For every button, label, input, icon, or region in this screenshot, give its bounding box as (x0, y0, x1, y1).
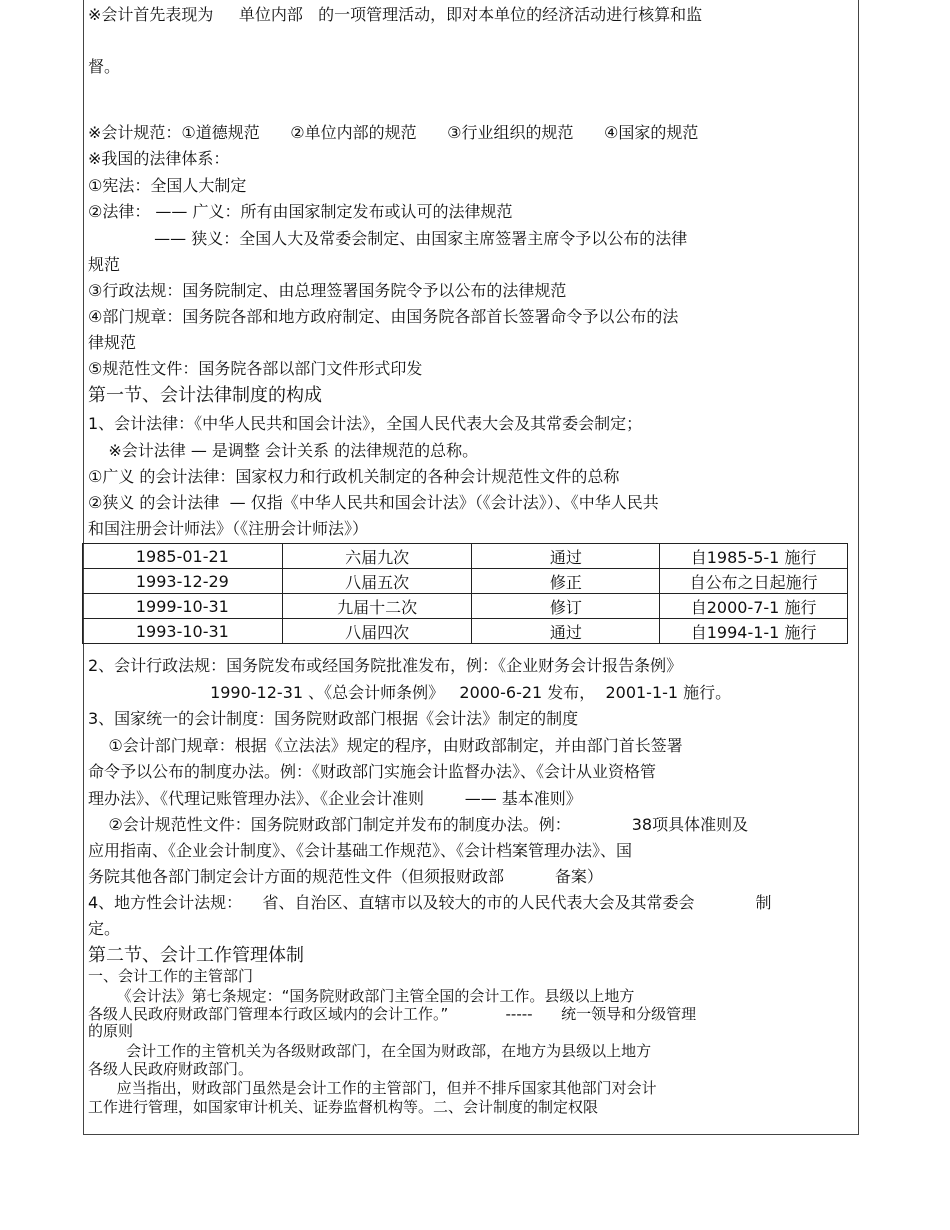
text-line: 律规范 (88, 333, 137, 352)
section-heading: 第二节、会计工作管理体制 (88, 945, 304, 966)
table-cell: 修正 (472, 569, 660, 594)
text-line: 和国注册会计师法》（《注册会计师法》） (88, 519, 369, 538)
text-line: 务院其他各部门制定会计方面的规范性文件（但须报财政部 备案） (88, 867, 603, 886)
text-line: ①广义 的会计法律：国家权力和行政机关制定的各种会计规范性文件的总称 (88, 467, 620, 486)
text-line: ※会计首先表现为 单位内部 的一项管理活动，即对本单位的经济活动进行核算和监 (88, 5, 703, 24)
text-line: ③行政法规：国务院制定、由总理签署国务院令予以公布的法律规范 (88, 281, 567, 300)
text-line: 会计工作的主管机关为各级财政部门，在全国为财政部，在地方为县级以上地方 (88, 1042, 652, 1060)
text-line: ①会计部门规章：根据《立法法》规定的程序，由财政部制定，并由部门首长签署 (88, 736, 683, 755)
text-line: 2、会计行政法规：国务院发布或经国务院批准发布，例：《企业财务会计报告条例》 (88, 656, 683, 675)
text-line: ②狭义 的会计法律 — 仅指《中华人民共和国会计法》（《会计法》）、《中华人民共 (88, 493, 659, 512)
text-line: ②法律： —— 广义：所有由国家制定发布或认可的法律规范 (88, 202, 513, 221)
table-cell: 八届五次 (282, 569, 472, 594)
table-row (83, 619, 848, 644)
table-cell: 1993-10-31 (83, 619, 283, 644)
table-cell: 自公布之日起施行 (660, 569, 848, 594)
text-line: 1990-12-31 、《总会计师条例》 2000-6-21 发布， 2001-1-1 施行。 (88, 683, 732, 702)
text-line: 工作进行管理，如国家审计机关、证券监督机构等。二、会计制度的制定权限 (88, 1098, 599, 1116)
text-line: 命令予以公布的制度办法。例：《财政部门实施会计监督办法》、《会计从业资格管 (88, 762, 657, 781)
text-line: ※会计法律 — 是调整 会计关系 的法律规范的总称。 (88, 441, 479, 460)
table-cell: 九届十二次 (282, 594, 472, 619)
table-cell: 1999-10-31 (83, 594, 283, 619)
text-line: 应当指出，财政部门虽然是会计工作的主管部门，但并不排斥国家其他部门对会计 (88, 1079, 657, 1097)
text-line: ②会计规范性文件：国务院财政部门制定并发布的制度办法。例： 38项具体准则及 (88, 815, 749, 834)
text-line: 一、会计工作的主管部门 (88, 967, 254, 985)
text-line: 各级人民政府财政部门管理本行政区域内的会计工作。” ----- 统一领导和分级管理 (88, 1005, 697, 1023)
table-cell: 自1994-1-1 施行 (660, 619, 848, 644)
table-cell: 六届九次 (282, 544, 472, 569)
text-line: 各级人民政府财政部门。 (88, 1060, 254, 1078)
table-cell: 八届四次 (282, 619, 472, 644)
text-line: ④部门规章：国务院各部和地方政府制定、由国务院各部首长签署命令予以公布的法 (88, 307, 679, 326)
text-line: 《会计法》第七条规定：“国务院财政部门主管全国的会计工作。县级以上地方 (88, 987, 635, 1005)
text-line: 4、地方性会计法规： 省、自治区、直辖市以及较大的市的人民代表大会及其常委会 制 (88, 893, 772, 912)
table-cell: 1985-01-21 (83, 544, 283, 569)
table-cell: 自2000-7-1 施行 (660, 594, 848, 619)
table-row (83, 544, 848, 569)
text-line: 3、国家统一的会计制度：国务院财政部门根据《会计法》制定的制度 (88, 709, 579, 728)
table-cell: 修订 (472, 594, 660, 619)
text-line: 理办法》、《代理记账管理办法》、《企业会计准则 —— 基本准则》 (88, 789, 582, 808)
text-line: 规范 (88, 255, 121, 274)
text-line: 1、会计法律：《中华人民共和国会计法》，全国人民代表大会及其常委会制定； (88, 414, 643, 433)
table-cell: 1993-12-29 (83, 569, 283, 594)
table-row (83, 594, 848, 619)
revision-table (82, 543, 848, 644)
text-line: ※会计规范：①道德规范 ②单位内部的规范 ③行业组织的规范 ④国家的规范 (88, 123, 699, 142)
table-cell: 通过 (472, 619, 660, 644)
text-line: ①宪法：全国人大制定 (88, 176, 247, 195)
table-cell: 通过 (472, 544, 660, 569)
text-line: 的原则 (88, 1022, 134, 1040)
text-line: —— 狭义：全国人大及常委会制定、由国家主席签署主席令予以公布的法律 (88, 229, 688, 248)
text-line: 定。 (88, 919, 121, 938)
text-line: 督。 (88, 57, 121, 76)
text-line: ⑤规范性文件：国务院各部以部门文件形式印发 (88, 359, 423, 378)
table-row (83, 569, 848, 594)
table-cell: 自1985-5-1 施行 (660, 544, 848, 569)
text-line: ※我国的法律体系： (88, 149, 230, 168)
section-heading: 第一节、会计法律制度的构成 (88, 385, 322, 406)
text-line: 应用指南、《企业会计制度》、《会计基础工作规范》、《会计档案管理办法》、国 (88, 841, 633, 860)
